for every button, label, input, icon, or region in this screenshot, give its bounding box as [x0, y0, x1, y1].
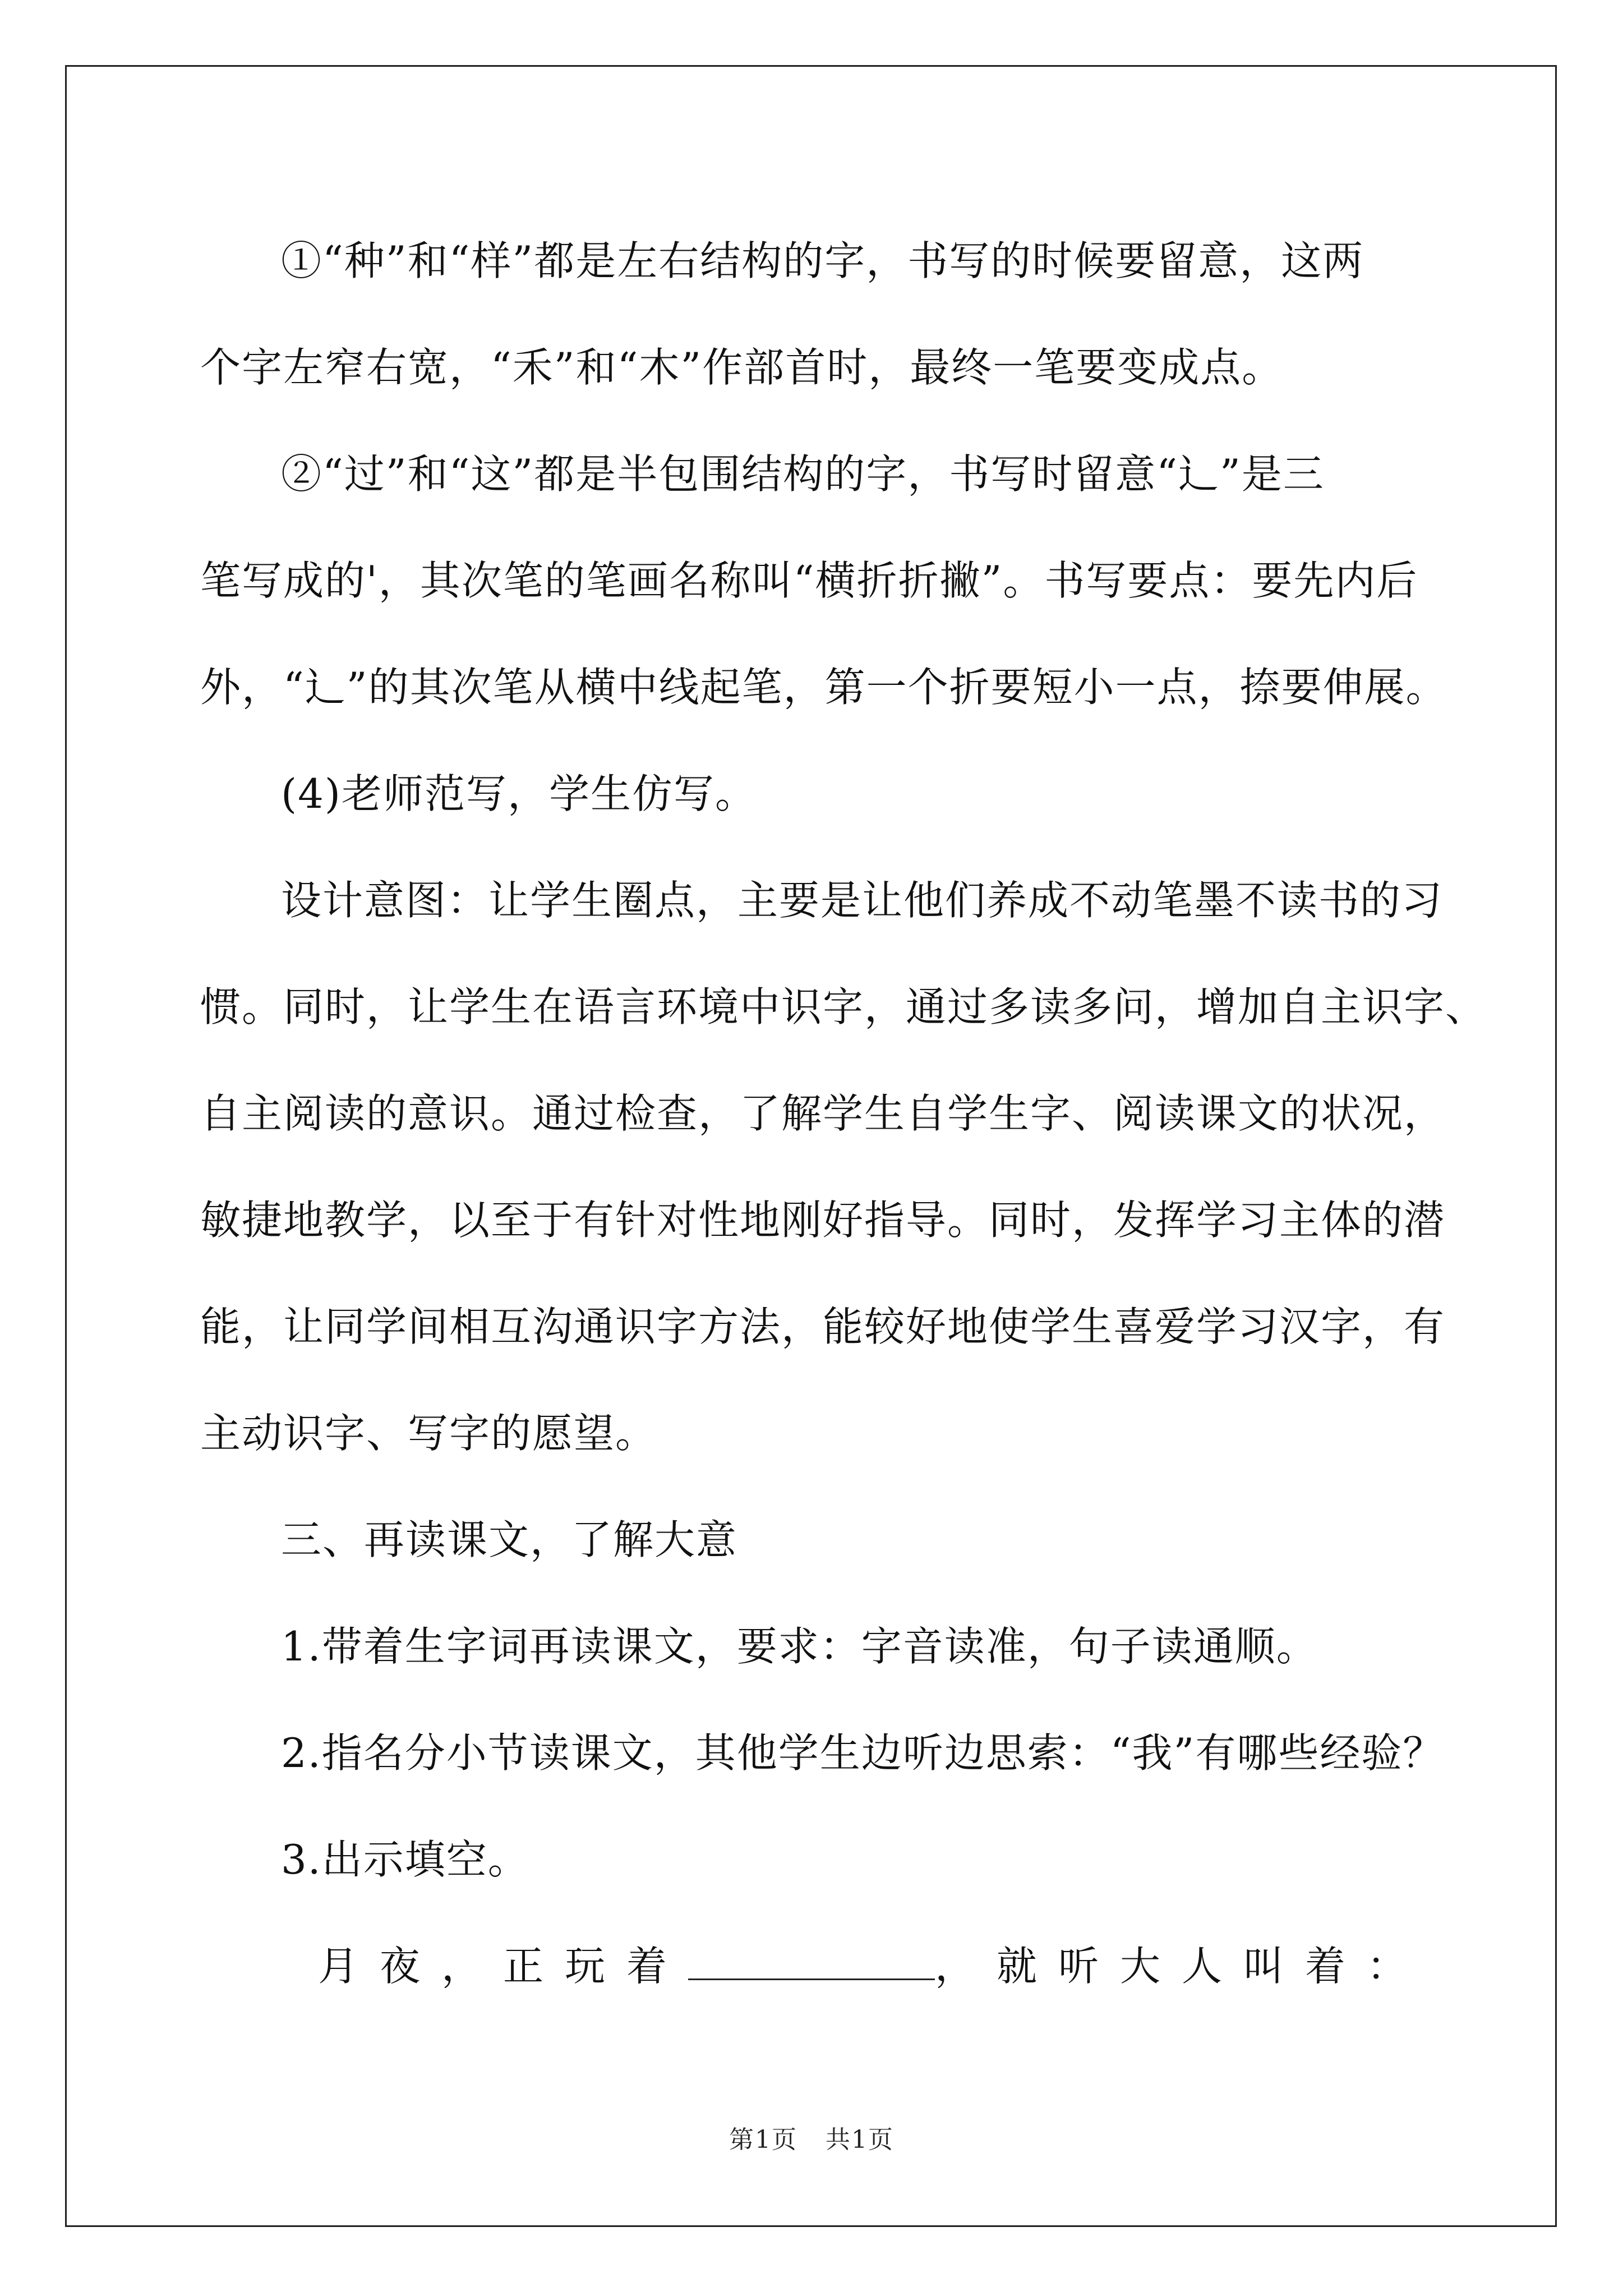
- paragraph-stroke-order-2: ②“过”和“这”都是半包围结构的字，书写时留意“辶”是三: [281, 450, 1325, 498]
- document-body: [200, 208, 1487, 2019]
- section-heading-reread: 三、再读课文，了解大意: [281, 1516, 738, 1563]
- paragraph-stroke-order-2-cont: 笔写成的'，其次笔的笔画名称叫“横折折撇”。书写要点：要先内后: [200, 557, 1418, 604]
- paragraph-stroke-order-1: ①“种”和“样”都是左右结构的字，书写的时候要留意，这两: [281, 237, 1364, 284]
- list-item-3: 3.出示填空。: [281, 1836, 529, 1883]
- paragraph-stroke-order-1-cont: 个字左窄右宽，“禾”和“木”作部首时，最终一笔要变成点。: [200, 344, 1284, 391]
- fill-blank-after: ，就听大人叫着：: [935, 1943, 1429, 1990]
- paragraph-design-intent-cont: 主动识字、写字的愿望。: [200, 1410, 657, 1457]
- fill-blank-line: [200, 1913, 1456, 2019]
- fill-blank-before: 月夜，正玩着: [318, 1943, 689, 1990]
- paragraph-design-intent-cont: 自主阅读的意识。通过检查，了解学生自学生字、阅读课文的状况，: [200, 1090, 1446, 1137]
- paragraph-design-intent-cont: 能，让同学间相互沟通识字方法，能较好地使学生喜爱学习汉字，有: [200, 1303, 1446, 1350]
- page-total: 共1页: [826, 2125, 894, 2154]
- list-item-1: 1.带着生字词再读课文，要求：字音读准，句子读通顺。: [281, 1623, 1318, 1670]
- paragraph-design-intent-cont: 惯。同时，让学生在语言环境中识字，通过多读多问，增加自主识字、: [200, 983, 1487, 1030]
- blank-underline: [688, 1946, 935, 1980]
- paragraph-design-intent: 设计意图：让学生圈点，主要是让他们养成不动笔墨不读书的习: [281, 877, 1444, 924]
- paragraph-design-intent-cont: 敏捷地教学，以至于有针对性地刚好指导。同时，发挥学习主体的潜: [200, 1197, 1446, 1244]
- list-item-2: 2.指名分小节读课文，其他学生边听边思索：“我”有哪些经验？: [281, 1729, 1445, 1777]
- paragraph-teacher-demo: (4)老师范写，学生仿写。: [281, 770, 757, 817]
- page-number: 第1页: [729, 2125, 797, 2154]
- page-footer: [0, 2119, 1623, 2155]
- paragraph-stroke-order-2-cont: 外，“辶”的其次笔从横中线起笔，第一个折要短小一点，捺要伸展。: [200, 664, 1447, 711]
